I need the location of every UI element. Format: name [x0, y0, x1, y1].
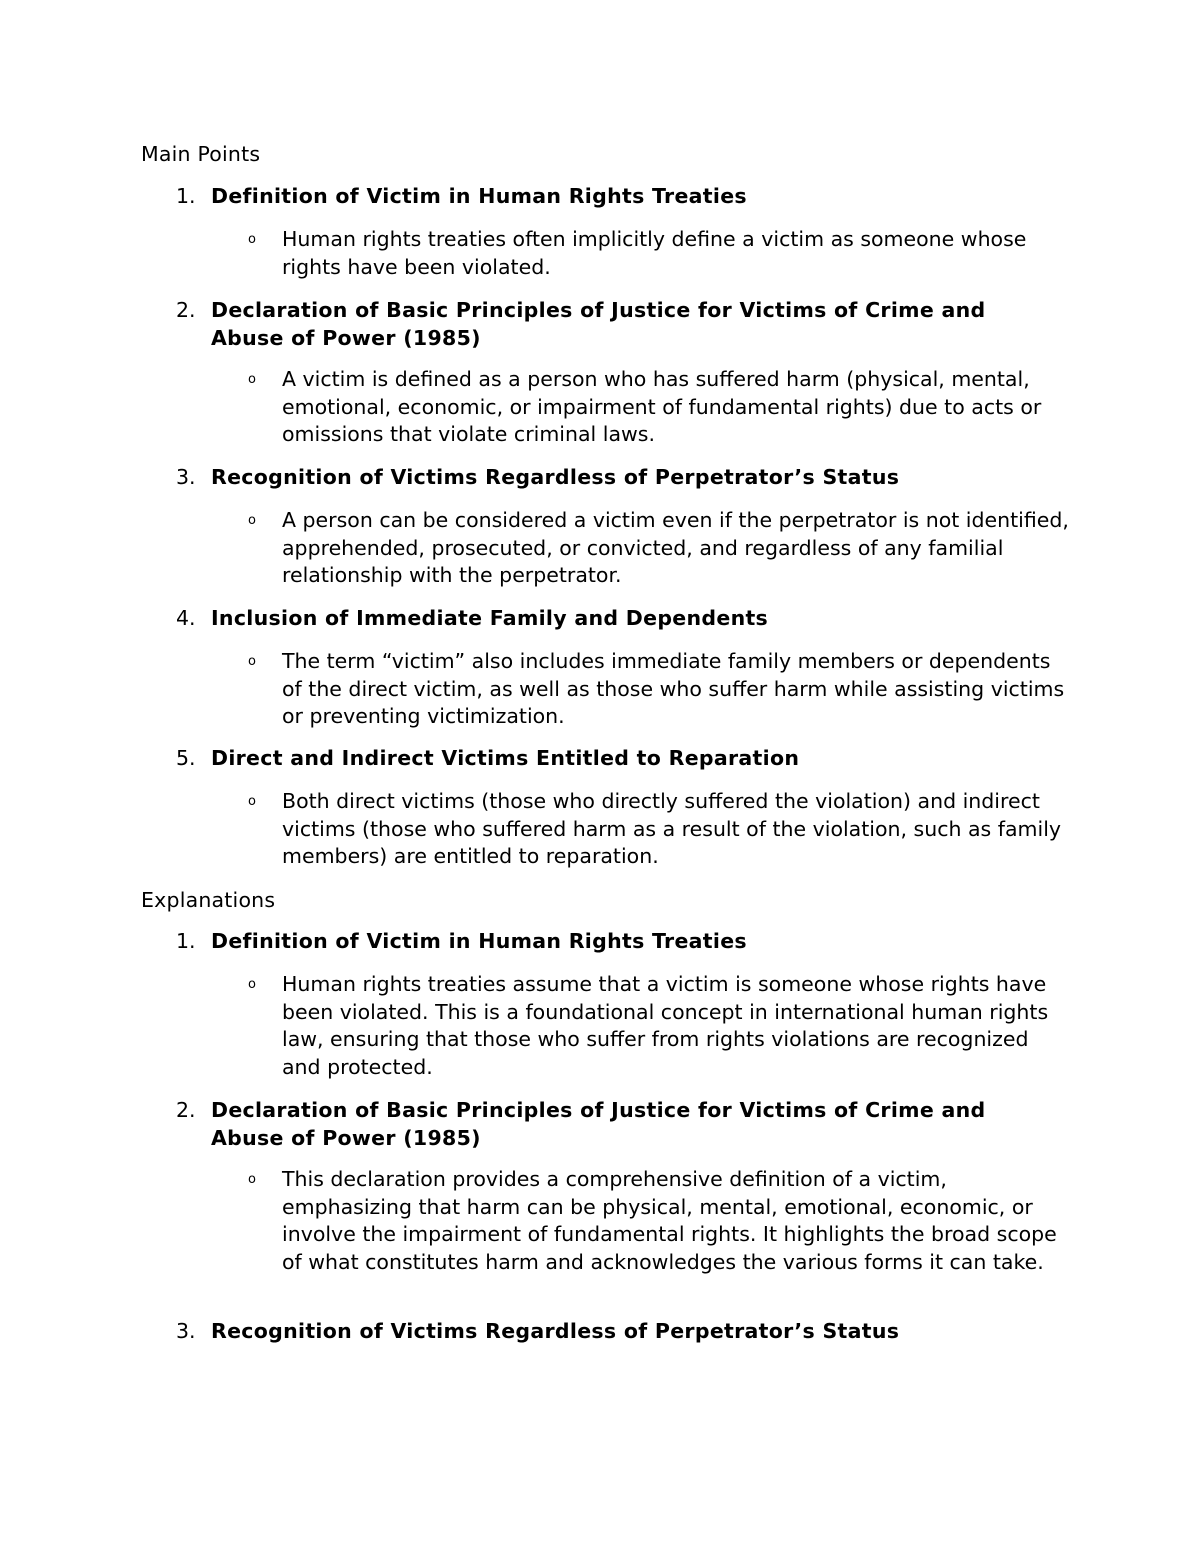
bullet-text: Human rights treaties assume that a victim is someone whose rights have been violated. This is a foundational concept in international human rights law, ensuring that those who suffer from rights violations are recognized and protected.: [282, 972, 1049, 1079]
item-title: Declaration of Basic Principles of Justice for Victims of Crime and Abuse of Power (1985): [211, 1098, 986, 1150]
explanations-heading: Explanations: [141, 888, 276, 912]
bullet-text: A victim is defined as a person who has suffered harm (physical, mental, emotional, economic, or impairment of fundamental rights) due to acts or omissions that violate criminal laws.: [282, 367, 1042, 446]
bullet-text: Human rights treaties often implicitly define a victim as someone whose rights have been violated.: [282, 227, 1027, 279]
item-number: 3.: [176, 1319, 196, 1343]
item-number: 2.: [176, 1098, 196, 1122]
item-title: Direct and Indirect Victims Entitled to Reparation: [211, 746, 800, 770]
item-number: 5.: [176, 746, 196, 770]
bullet-text: Both direct victims (those who directly suffered the violation) and indirect victims (those who suffered harm as a result of the violation, such as family members) are entitled to reparation.: [282, 789, 1062, 868]
item-title: Recognition of Victims Regardless of Perpetrator’s Status: [211, 1319, 900, 1343]
bullet-icon: o: [248, 232, 256, 247]
main-points-heading: Main Points: [141, 142, 261, 166]
item-title: Recognition of Victims Regardless of Perpetrator’s Status: [211, 465, 900, 489]
bullet-icon: o: [248, 794, 256, 809]
item-number: 1.: [176, 929, 196, 953]
bullet-text: This declaration provides a comprehensive definition of a victim, emphasizing that harm can be physical, mental, emotional, economic, or involve the impairment of fundamental rights. It highlights the broad scope of what constitutes harm and acknowledges the various forms it can take.: [282, 1167, 1057, 1274]
item-number: 4.: [176, 606, 196, 630]
bullet-icon: o: [248, 977, 256, 992]
item-title: Definition of Victim in Human Rights Treaties: [211, 929, 747, 953]
item-title: Definition of Victim in Human Rights Treaties: [211, 184, 747, 208]
item-number: 2.: [176, 298, 196, 322]
bullet-icon: o: [248, 372, 256, 387]
bullet-icon: o: [248, 654, 256, 669]
bullet-text: A person can be considered a victim even if the perpetrator is not identified, apprehended, prosecuted, or convicted, and regardless of any familial relationship with the perpetrator.: [282, 508, 1069, 587]
bullet-text: The term “victim” also includes immediate family members or dependents of the direct victim, as well as those who suffer harm while assisting victims or preventing victimization.: [282, 649, 1065, 728]
item-number: 1.: [176, 184, 196, 208]
item-title: Inclusion of Immediate Family and Dependents: [211, 606, 769, 630]
bullet-icon: o: [248, 1172, 256, 1187]
item-title: Declaration of Basic Principles of Justice for Victims of Crime and Abuse of Power (1985): [211, 298, 986, 350]
item-number: 3.: [176, 465, 196, 489]
bullet-icon: o: [248, 513, 256, 528]
